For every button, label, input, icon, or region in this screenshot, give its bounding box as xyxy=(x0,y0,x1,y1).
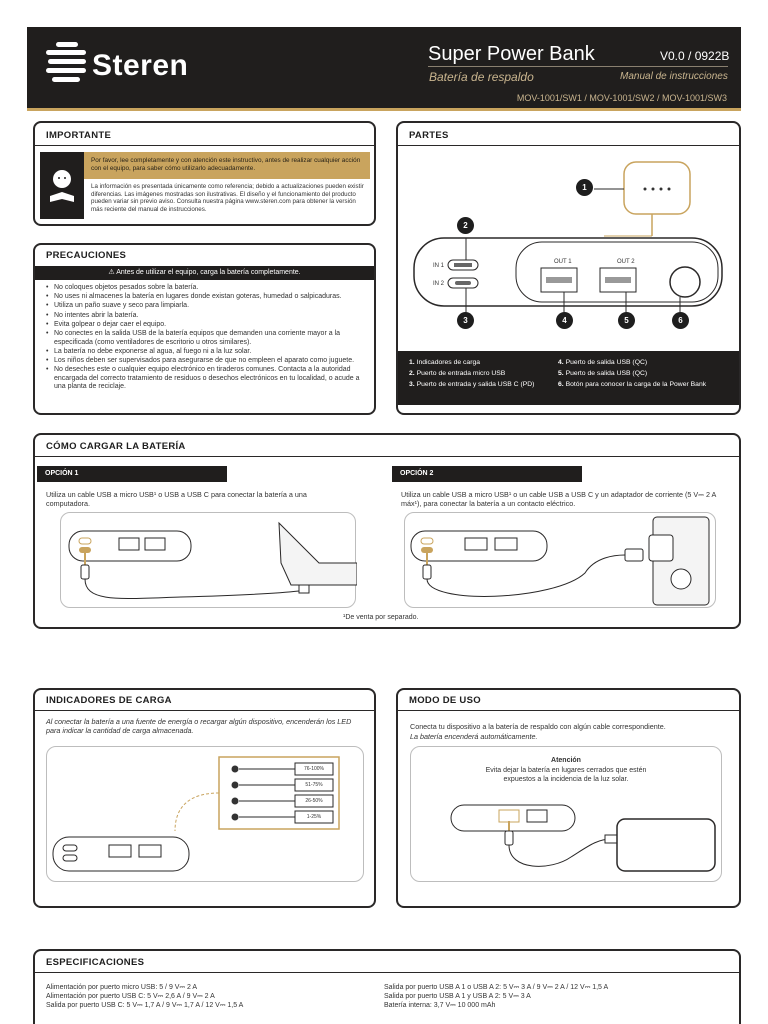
precaution-item: • No conectes en la salida USB de la batería equipos que demanden una corriente mayor a la especificada (como ventiladores de escritorio u otros similares). xyxy=(46,330,364,347)
part-badge-3: 3 xyxy=(457,312,474,329)
product-subtitle: Batería de respaldo xyxy=(429,70,534,84)
partes-heading: PARTES xyxy=(409,130,449,141)
part-badge-2: 2 xyxy=(457,217,474,234)
precauciones-heading: PRECAUCIONES xyxy=(46,250,127,261)
usage-divider xyxy=(398,710,739,711)
precaution-item: • Utiliza un paño suave y seco para limpiarla. xyxy=(46,302,364,311)
part-badge-6: 6 xyxy=(672,312,689,329)
in1-label: IN 1 xyxy=(433,263,445,269)
wall-charging-illustration xyxy=(405,513,717,609)
reading-icon-box xyxy=(40,152,84,219)
option2-title: OPCIÓN 2 xyxy=(392,466,582,482)
precaution-item: • No uses ni almacenes la batería en lugares donde existan goteras, humedad o salpicaduras. xyxy=(46,293,364,302)
header-stripe xyxy=(27,108,741,111)
usage-text-auto: La batería encenderá automáticamente. xyxy=(410,732,538,741)
led-zoom-box xyxy=(624,162,690,214)
precaution-item: • No intentes abrir la batería. xyxy=(46,312,364,321)
spec-line: Batería interna: 3,7 V⎓ 10 000 mAh xyxy=(384,1002,496,1009)
model-list: MOV-1001/SW1 / MOV-1001/SW2 / MOV-1001/SW3 xyxy=(516,93,727,103)
legend-item: 2. Puerto de entrada micro USB xyxy=(409,370,506,377)
legend-item: 3. Puerto de entrada y salida USB C (PD) xyxy=(409,381,535,388)
level-76-100: 76-100% xyxy=(303,766,324,772)
precaution-item: • No deseches este o cualquier equipo electrónico en tiraderos comunes. Contacta a la autoridad encargada del correcto tratamiento de residuos o desechos electrónicos en tu localidad, o acude a una planta de reciclaje. xyxy=(46,366,364,392)
specs-heading: ESPECIFICACIONES xyxy=(46,957,145,968)
legend-item: 1. Indicadores de carga xyxy=(409,359,481,366)
level-51-75: 51-75% xyxy=(305,782,323,788)
specs-divider xyxy=(35,972,739,973)
usage-heading: MODO DE USO xyxy=(409,695,481,706)
partes-divider xyxy=(398,145,739,146)
option1-title: OPCIÓN 1 xyxy=(37,466,227,482)
part-badge-5: 5 xyxy=(618,312,635,329)
spec-line: Alimentación por puerto USB C: 5 V⎓ 2,6 A / 9 V⎓ 2 A xyxy=(46,993,215,1000)
precaution-item: • No coloques objetos pesados sobre la batería. xyxy=(46,284,364,293)
charging-heading: CÓMO CARGAR LA BATERÍA xyxy=(46,441,186,452)
attention-title: Atención xyxy=(551,757,581,764)
footnote-text: ¹De venta por separado. xyxy=(343,614,419,621)
option1-diagram xyxy=(60,512,356,608)
important-body-text: La información es presentada únicamente como referencia; debido a actualizaciones pueden existir diferencias. Las imágenes mostradas son ilustrativas. El diseño y el funcionamiento del producto pueden variar sin previo aviso. Consulta nuestra página www.steren.com para obtener la versión más reciente del manual de instrucciones. xyxy=(91,183,364,213)
option2-diagram xyxy=(404,512,716,608)
option1-text: Utiliza un cable USB a micro USB¹ o USB a USB C para conectar la batería a una computadora. xyxy=(46,490,307,508)
important-highlight-text: Por favor, lee completamente y con atención este instructivo, antes de realizar cualquier acción con el equipo, para saber cómo utilizarlo adecuadamente. xyxy=(91,157,361,172)
reading-person-icon xyxy=(40,152,84,219)
part-badge-4: 4 xyxy=(556,312,573,329)
level-1-25: 1-25% xyxy=(306,814,322,820)
legend-item: 4. Puerto de salida USB (QC) xyxy=(558,359,648,366)
out2-label: OUT 2 xyxy=(617,259,635,265)
usage-text: Conecta tu dispositivo a la batería de respaldo con algún cable correspondiente. xyxy=(410,722,666,731)
importante-heading: IMPORTANTE xyxy=(46,130,112,141)
attention-text: Evita dejar la batería en lugares cerrados que estén expuestos a la incidencia de la luz solar. xyxy=(485,767,647,783)
laptop-charging-illustration xyxy=(61,513,357,609)
brand-name: Steren xyxy=(92,49,189,82)
indicators-divider xyxy=(35,710,374,711)
legend-item: 5. Puerto de salida USB (QC) xyxy=(558,370,648,377)
power-bank-diagram xyxy=(404,152,734,337)
product-title: Super Power Bank xyxy=(428,43,595,65)
in2-label: IN 2 xyxy=(433,281,445,287)
option2-text: Utiliza un cable USB a micro USB¹ o un cable USB a USB C y un adaptador de corriente (5 V⎓ 2 A máx¹), para conectar la batería a un contacto eléctrico. xyxy=(401,490,716,508)
spec-line: Salida por puerto USB C: 5 V⎓ 1,7 A / 9 V⎓ 1,7 A / 12 V⎓ 1,5 A xyxy=(46,1002,244,1009)
charging-divider xyxy=(35,456,739,457)
spec-line: Salida por puerto USB A 1 y USB A 2: 5 V⎓ 3 A xyxy=(384,993,531,1000)
part-badge-1: 1 xyxy=(576,179,593,196)
header-divider xyxy=(428,66,728,67)
precauciones-warning-bar xyxy=(35,266,374,280)
spec-line: Alimentación por puerto micro USB: 5 / 9 V⎓ 2 A xyxy=(46,984,198,991)
precaution-item: • Los niños deben ser supervisados para asegurarse de que no empleen el aparato como juguete. xyxy=(46,357,364,366)
out1-label: OUT 1 xyxy=(554,259,572,265)
manual-label: Manual de instrucciones xyxy=(620,71,728,82)
precaution-item: • La batería no debe exponerse al agua, al fuego ni a la luz solar. xyxy=(46,348,364,357)
indicators-heading: INDICADORES DE CARGA xyxy=(46,695,172,706)
precauciones-warning: Antes de utilizar el equipo, carga la batería completamente. xyxy=(116,269,301,276)
partes-legend xyxy=(398,351,739,405)
warning-triangle-icon: ⚠ xyxy=(108,269,115,276)
level-26-50: 26-50% xyxy=(305,798,323,804)
precauciones-list xyxy=(46,284,364,392)
power-button-icon xyxy=(670,267,700,297)
importante-divider xyxy=(35,145,374,146)
spec-line: Salida por puerto USB A 1 o USB A 2: 5 V⎓ 3 A / 9 V⎓ 2 A / 12 V⎓ 1,5 A xyxy=(384,984,609,991)
indicators-text: Al conectar la batería a una fuente de energía o recargar algún dispositivo, encenderán los LED para indicar la cantidad de carga almacenada. xyxy=(46,717,352,735)
legend-item: 6. Botón para conocer la carga de la Power Bank xyxy=(558,381,707,388)
version-code: V0.0 / 0922B xyxy=(660,49,730,63)
precaution-item: • Evita golpear o dejar caer el equipo. xyxy=(46,321,364,330)
